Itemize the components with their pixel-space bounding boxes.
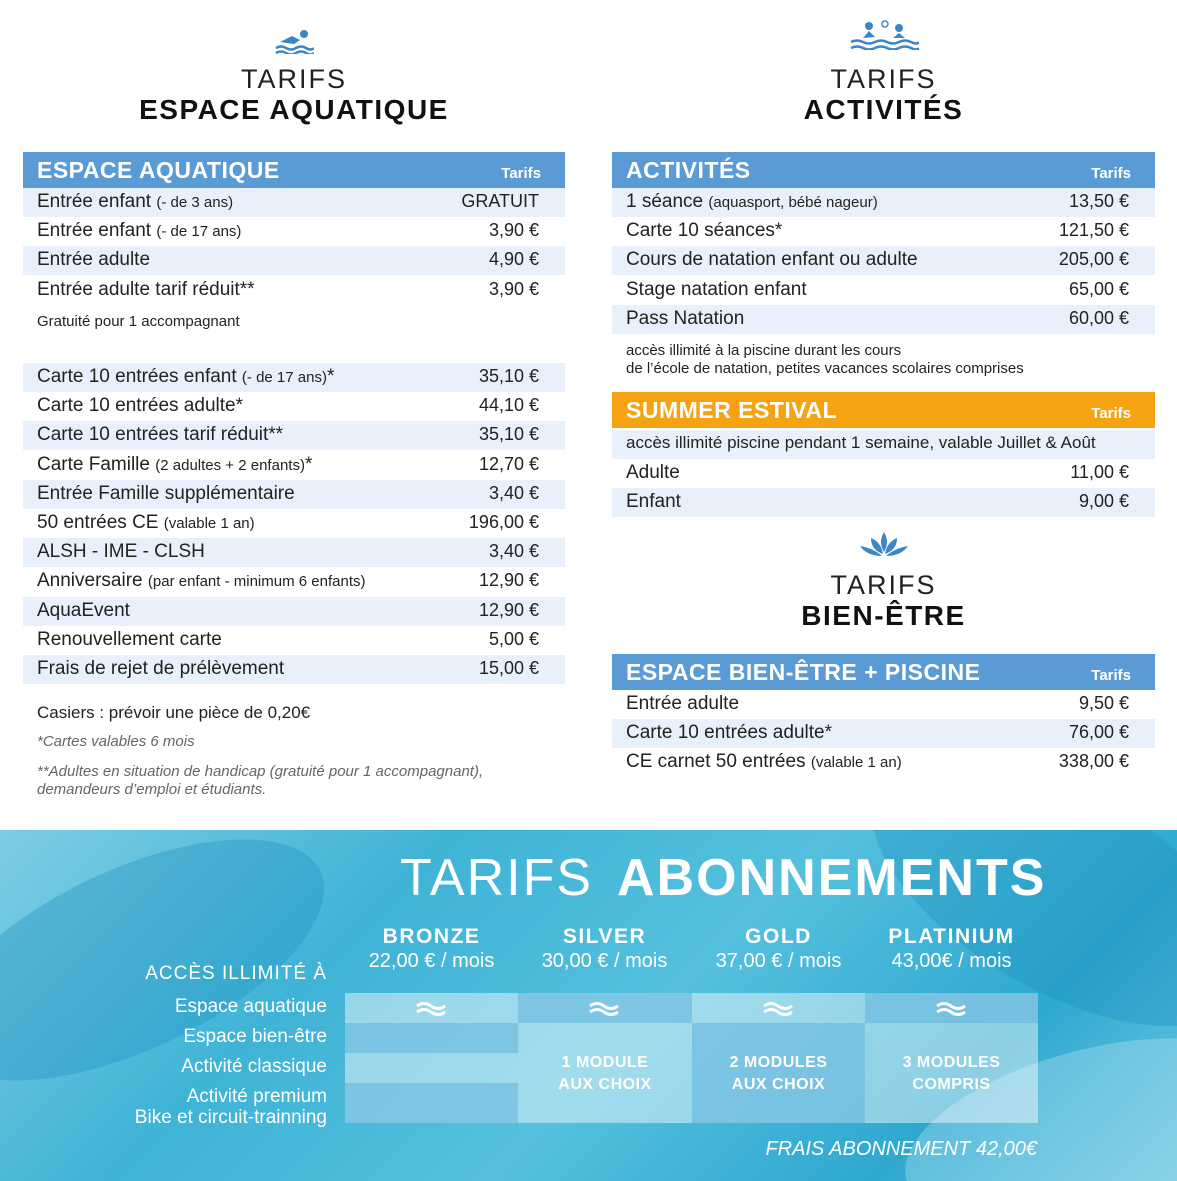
table-row xyxy=(612,690,1155,719)
row-label-main: Carte 10 entrées tarif réduit** xyxy=(37,424,284,446)
row-price: 3,40 € xyxy=(488,482,539,503)
table-title: ESPACE AQUATIQUE xyxy=(37,157,280,183)
row-price: 196,00 € xyxy=(468,512,539,532)
row-price: 5,00 € xyxy=(488,628,539,649)
table-title: ESPACE BIEN-ÊTRE + PISCINE xyxy=(626,659,981,685)
table-row xyxy=(612,276,1155,305)
row-label-suffix: * xyxy=(326,366,335,387)
row-price: 9,50 € xyxy=(1078,693,1129,713)
row-label-main: Stage natation enfant xyxy=(626,278,807,300)
hero-title-line2: ACTIVITÉS xyxy=(803,94,964,125)
row-price: 9,00 € xyxy=(1078,491,1129,512)
feature-premium: Activité premium xyxy=(186,1086,327,1107)
summer-intro-row xyxy=(612,430,1155,459)
acces-title: ACCÈS ILLIMITÉ À xyxy=(145,963,327,984)
pass-note-line1: accès illimité à la piscine durant les cours xyxy=(626,342,902,359)
summer-table-header xyxy=(612,392,1155,428)
activites-table-header xyxy=(612,152,1155,188)
feature-aquatique: Espace aquatique xyxy=(174,996,327,1017)
plan-price: 37,00 € / mois xyxy=(715,950,842,972)
lotus-icon xyxy=(857,530,911,560)
row-label-main: Entrée adulte xyxy=(37,249,151,271)
table-row xyxy=(612,188,1155,217)
table-row xyxy=(23,421,565,450)
table-row xyxy=(23,276,565,305)
table-title: ACTIVITÉS xyxy=(626,157,751,183)
frais-abonnement: FRAIS ABONNEMENT 42,00€ xyxy=(765,1138,1037,1160)
table-row xyxy=(23,626,565,655)
row-label-main: Carte 10 entrées enfant xyxy=(37,366,237,387)
row-label-main: Carte 10 entrées adulte* xyxy=(626,722,832,744)
hero-title-line1: TARIFS xyxy=(830,64,937,94)
activites-hero xyxy=(612,20,1155,126)
table-row xyxy=(612,459,1155,488)
abonnements-section xyxy=(0,830,1177,1181)
row-price: 12,90 € xyxy=(478,599,539,620)
bienetre-hero xyxy=(612,530,1155,632)
row-label-detail: (valable 1 an) xyxy=(163,515,255,532)
gold-module-text xyxy=(692,1052,865,1096)
table-row xyxy=(23,392,565,421)
row-label xyxy=(37,220,241,242)
row-label-detail: (- de 17 ans) xyxy=(241,369,327,386)
row-label-main: Cours de natation enfant ou adulte xyxy=(626,249,918,271)
row-label-detail: (par enfant - minimum 6 enfants) xyxy=(147,573,366,591)
tarifs-label: Tarifs xyxy=(1091,165,1131,182)
table-row xyxy=(23,451,565,480)
hero-title-line1: TARIFS xyxy=(830,570,937,600)
summer-intro: accès illimité piscine pendant 1 semaine, valable Juillet & Août xyxy=(626,433,1096,452)
row-label xyxy=(626,220,782,242)
plan-platinium xyxy=(865,925,1038,973)
row-label xyxy=(626,722,832,744)
row-label xyxy=(626,491,681,513)
table-row xyxy=(23,538,565,567)
plan-name: PLATINIUM xyxy=(888,925,1015,948)
tarifs-label: Tarifs xyxy=(1091,405,1131,422)
tarifs-label: Tarifs xyxy=(1091,667,1131,684)
table-row xyxy=(23,655,565,684)
row-label-main: Carte Famille xyxy=(37,453,150,475)
row-label-main: Entrée adulte tarif réduit** xyxy=(37,278,255,300)
plan-name: BRONZE xyxy=(382,925,481,948)
row-label xyxy=(37,570,365,592)
module-line2: AUX CHOIX xyxy=(558,1076,652,1093)
row-label xyxy=(626,462,680,484)
module-line2: COMPRIS xyxy=(912,1076,991,1093)
row-label-main: 1 séance xyxy=(626,191,704,212)
plan-silver xyxy=(518,925,691,973)
row-price: 121,50 € xyxy=(1058,220,1129,241)
hero-title-line1: TARIFS xyxy=(241,64,347,94)
aquatique-hero xyxy=(23,28,565,126)
wave-icon xyxy=(935,1000,967,1016)
row-price: 12,70 € xyxy=(478,453,539,474)
row-label xyxy=(37,249,150,271)
plan-price: 30,00 € / mois xyxy=(541,950,668,972)
row-label-main: Entrée enfant xyxy=(37,220,152,242)
bienetre-table-header xyxy=(612,654,1155,690)
row-label xyxy=(37,600,130,622)
row-price: 15,00 € xyxy=(478,658,539,678)
row-label-main: Enfant xyxy=(626,491,681,513)
row-price: GRATUIT xyxy=(461,191,539,211)
row-label xyxy=(37,454,312,476)
row-label xyxy=(37,191,233,213)
row-label-main: Entrée adulte xyxy=(626,693,740,714)
row-price: 76,00 € xyxy=(1068,722,1129,743)
wave-icon xyxy=(588,1000,620,1016)
row-label-main: Anniversaire xyxy=(37,570,143,592)
row-price: 4,90 € xyxy=(488,249,539,270)
row-label xyxy=(626,249,918,271)
casiers-note: Casiers : prévoir une pièce de 0,20€ xyxy=(37,703,311,722)
row-label-detail: (aquasport, bébé nageur) xyxy=(708,194,878,211)
row-label xyxy=(37,658,284,680)
row-price: 3,90 € xyxy=(488,220,539,241)
pass-note-line2: de l’école de natation, petites vacances scolaires comprises xyxy=(626,360,1024,377)
row-label-suffix: * xyxy=(304,453,313,475)
row-label-main: Carte 10 entrées adulte* xyxy=(37,395,243,417)
swimmer-icon xyxy=(274,28,314,54)
module-line1: 1 MODULE xyxy=(561,1054,649,1071)
module-line1: 2 MODULES xyxy=(729,1054,828,1071)
platinium-module-text xyxy=(865,1052,1038,1096)
row-price: 3,90 € xyxy=(488,278,539,299)
table-row xyxy=(23,509,565,538)
row-label-detail: (2 adultes + 2 enfants) xyxy=(155,456,305,474)
row-label-main: Pass Natation xyxy=(626,307,745,329)
row-label-main: Frais de rejet de prélèvement xyxy=(37,658,285,679)
table-title: SUMMER ESTIVAL xyxy=(626,397,838,423)
row-label xyxy=(37,629,222,651)
plan-name: SILVER xyxy=(562,925,647,948)
row-price: 205,00 € xyxy=(1058,249,1129,270)
row-label-main: Carte 10 séances* xyxy=(626,220,783,242)
row-price: 35,10 € xyxy=(478,424,539,445)
table-row xyxy=(612,719,1155,748)
title-bold: ABONNEMENTS xyxy=(617,849,1047,907)
row-price: 11,00 € xyxy=(1070,462,1129,482)
row-label xyxy=(626,308,744,330)
row-label-detail: (- de 3 ans) xyxy=(156,194,234,211)
hero-title-line2: BIEN-ÊTRE xyxy=(801,600,966,631)
table-row xyxy=(612,748,1155,777)
row-label xyxy=(37,366,334,388)
row-label-main: Renouvellement carte xyxy=(37,628,222,650)
handicap-note-line1: **Adultes en situation de handicap (gratuité pour 1 accompagnant), xyxy=(37,763,484,780)
row-price: 65,00 € xyxy=(1068,278,1129,299)
aquatique-table-header xyxy=(23,152,565,188)
tarifs-label: Tarifs xyxy=(501,165,541,182)
row-label xyxy=(37,424,283,446)
gratuite-note: Gratuité pour 1 accompagnant xyxy=(37,313,240,330)
title-light: TARIFS xyxy=(400,849,594,907)
plan-price: 22,00 € / mois xyxy=(368,950,495,972)
table-row xyxy=(23,246,565,275)
module-line1: 3 MODULES xyxy=(902,1054,1001,1071)
table-row xyxy=(23,188,565,217)
plan-bronze xyxy=(345,925,518,973)
table-row xyxy=(612,305,1155,334)
row-label xyxy=(626,279,807,301)
bronze-row2-cell xyxy=(345,1023,518,1053)
row-price: 12,90 € xyxy=(478,570,539,591)
row-label-detail: (- de 17 ans) xyxy=(156,223,242,241)
table-row xyxy=(612,246,1155,275)
row-label-main: ALSH - IME - CLSH xyxy=(37,541,205,563)
row-label-main: Entrée Famille supplémentaire xyxy=(37,482,295,504)
table-row xyxy=(23,217,565,246)
bronze-row3-cell xyxy=(345,1053,518,1083)
table-row xyxy=(23,480,565,509)
table-row xyxy=(612,217,1155,246)
plan-price: 43,00€ / mois xyxy=(891,950,1012,972)
row-label xyxy=(626,693,739,715)
row-label xyxy=(37,279,255,301)
row-label-detail: (valable 1 an) xyxy=(810,754,902,772)
row-label-main: CE carnet 50 entrées xyxy=(626,751,806,773)
row-label xyxy=(37,541,205,563)
plan-gold xyxy=(692,925,865,973)
row-label-main: Entrée enfant xyxy=(37,191,152,212)
bronze-row4-cell xyxy=(345,1083,518,1123)
cartes-note: *Cartes valables 6 mois xyxy=(37,733,195,750)
row-label-main: AquaEvent xyxy=(37,599,130,621)
row-label xyxy=(626,191,878,213)
row-label-main: 50 entrées CE xyxy=(37,512,159,533)
row-price: 60,00 € xyxy=(1068,307,1129,328)
module-line2: AUX CHOIX xyxy=(731,1076,826,1093)
hero-title-line2: ESPACE AQUATIQUE xyxy=(139,94,449,125)
table-row xyxy=(23,597,565,626)
row-label-main: Adulte xyxy=(626,462,680,483)
row-price: 338,00 € xyxy=(1058,751,1129,772)
wave-icon xyxy=(415,1000,447,1016)
row-label xyxy=(37,512,255,534)
row-label xyxy=(37,483,295,505)
row-price: 13,50 € xyxy=(1068,191,1129,211)
plan-name: GOLD xyxy=(745,925,812,948)
wave-icon xyxy=(762,1000,794,1016)
handicap-note-line2: demandeurs d’emploi et étudiants. xyxy=(37,781,267,798)
row-price: 44,10 € xyxy=(478,395,539,416)
water-polo-icon xyxy=(849,20,919,50)
row-label xyxy=(626,751,902,773)
abonnements-title xyxy=(400,848,1046,908)
feature-classique: Activité classique xyxy=(181,1056,327,1077)
row-price: 35,10 € xyxy=(478,366,539,386)
table-row xyxy=(612,488,1155,517)
table-row xyxy=(23,363,565,392)
table-row xyxy=(23,567,565,596)
feature-bienetre: Espace bien-être xyxy=(183,1026,327,1047)
feature-bike: Bike et circuit-trainning xyxy=(134,1107,327,1128)
row-label xyxy=(37,395,243,417)
row-price: 3,40 € xyxy=(488,541,539,562)
silver-module-text xyxy=(518,1052,692,1096)
